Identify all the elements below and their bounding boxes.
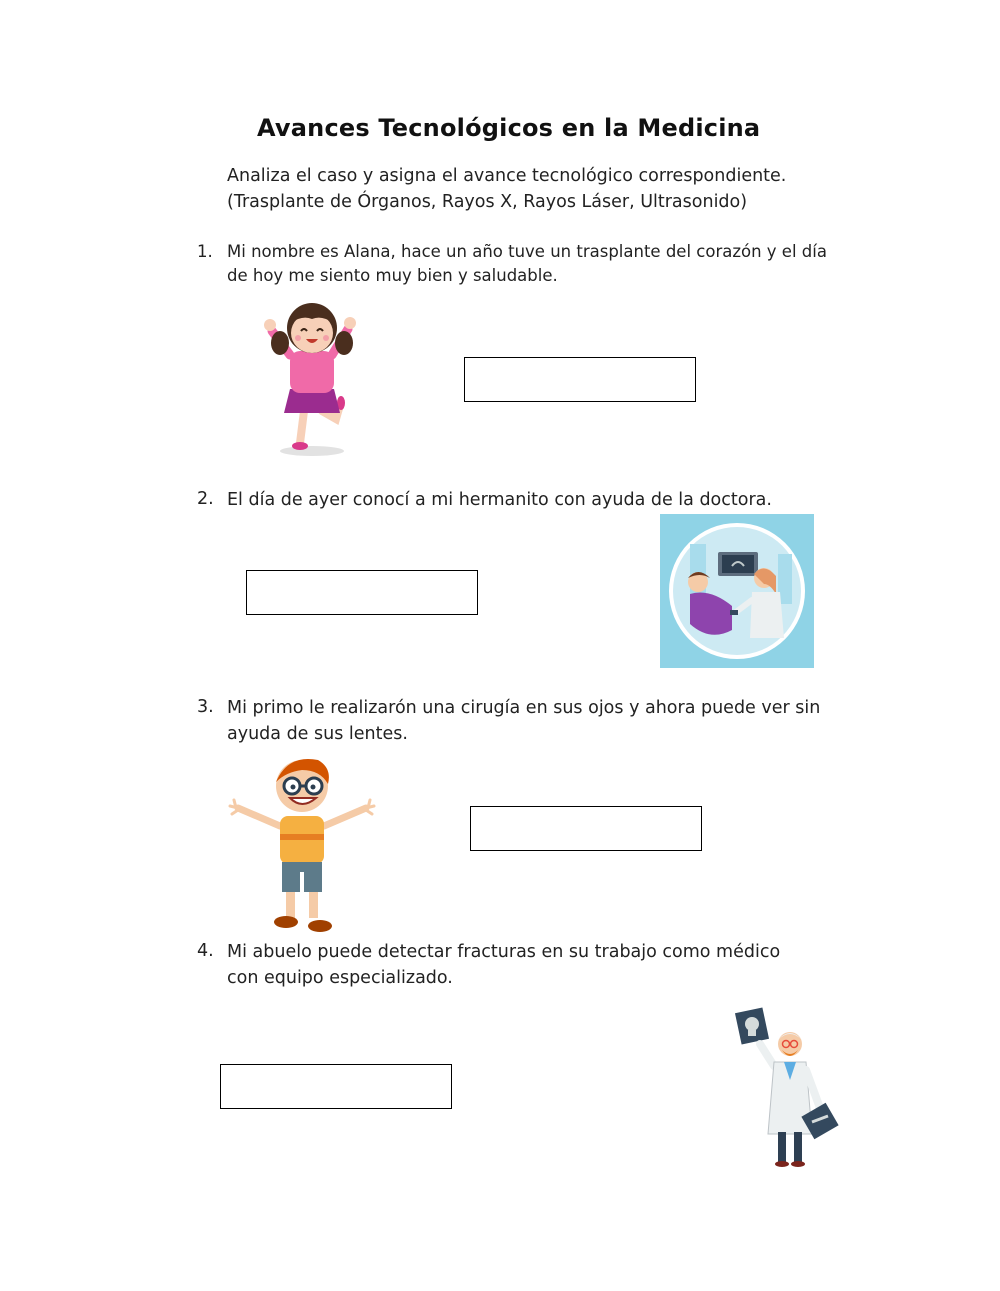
question-3-line-2: ayuda de sus lentes.	[227, 724, 408, 744]
question-2-number: 2.	[197, 489, 214, 509]
happy-girl-illustration	[228, 293, 396, 458]
question-3-line-1: Mi primo le realizarón una cirugía en sus ojos y ahora puede ver sin	[227, 698, 821, 718]
question-1-line-2: de hoy me siento muy bien y saludable.	[227, 266, 558, 285]
question-2-line-1: El día de ayer conocí a mi hermanito con ayuda de la doctora.	[227, 490, 772, 510]
question-1-number: 1.	[197, 242, 213, 261]
answer-box-3[interactable]	[470, 806, 702, 851]
question-4-line-1: Mi abuelo puede detectar fracturas en su trabajo como médico	[227, 942, 781, 962]
instructions	[227, 163, 859, 215]
boy-with-glasses-illustration	[228, 750, 376, 938]
question-3-number: 3.	[197, 697, 214, 717]
question-1-text	[227, 240, 859, 288]
answer-box-4[interactable]	[220, 1064, 452, 1109]
ultrasound-illustration	[660, 514, 814, 668]
question-4-line-2: con equipo especializado.	[227, 968, 453, 988]
instructions-line-2: (Trasplante de Órganos, Rayos X, Rayos Láser, Ultrasonido)	[227, 192, 748, 212]
answer-box-1[interactable]	[464, 357, 696, 402]
page-title: Avances Tecnológicos en la Medicina	[257, 114, 761, 142]
question-2-text	[227, 487, 859, 513]
doctor-with-xray-illustration	[734, 1004, 844, 1172]
answer-box-2[interactable]	[246, 570, 478, 615]
question-1-line-1: Mi nombre es Alana, hace un año tuve un trasplante del corazón y el día	[227, 242, 827, 261]
question-4-number: 4.	[197, 941, 214, 961]
question-3-text	[227, 695, 859, 747]
question-4-text	[227, 939, 859, 991]
instructions-line-1: Analiza el caso y asigna el avance tecnológico correspondiente.	[227, 166, 787, 186]
